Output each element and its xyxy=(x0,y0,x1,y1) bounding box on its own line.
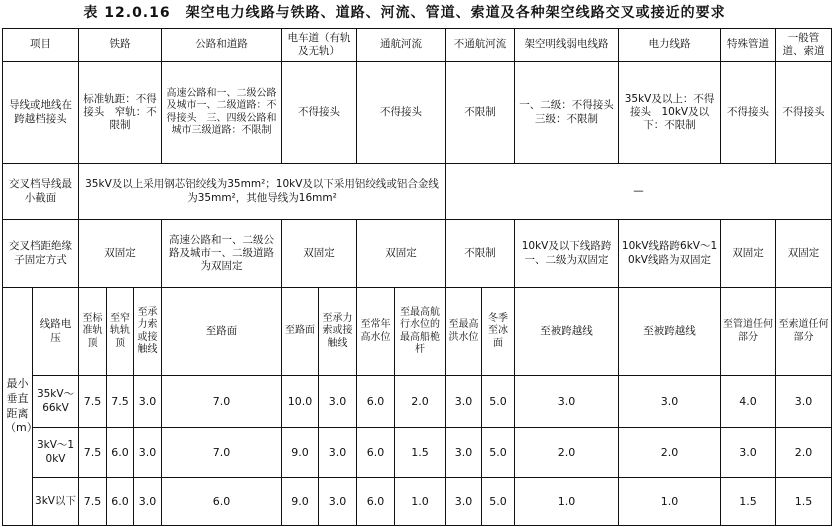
section-label: 交叉档导线最小截面 xyxy=(3,164,79,220)
clearance-col-flood: 至最高洪水位 xyxy=(446,288,482,376)
table-row xyxy=(3,376,832,428)
clearance-col-road: 至路面 xyxy=(162,288,282,376)
clearance-col-nav-water: 至常年高水位 xyxy=(357,288,395,376)
clearance-col-tram-wire: 至承力索或接触线 xyxy=(319,288,357,376)
value-cell: 2.0 xyxy=(776,428,832,478)
value-cell: 1.5 xyxy=(395,428,446,478)
value-cell: 3.0 xyxy=(721,428,776,478)
value-cell: 6.0 xyxy=(357,478,395,526)
header-power-line: 电力线路 xyxy=(619,29,721,62)
joint-navigable: 不得接头 xyxy=(357,62,446,164)
header-navigable-river: 通航河流 xyxy=(357,29,446,62)
insulator-general-pipe: 双固定 xyxy=(776,220,832,288)
voltage-cell: 3kV～10kV xyxy=(33,428,79,478)
header-weak-current-line: 架空明线弱电线路 xyxy=(515,29,619,62)
value-cell: 5.0 xyxy=(482,428,515,478)
section-other: — xyxy=(446,164,832,220)
insulator-special-pipe: 双固定 xyxy=(721,220,776,288)
value-cell: 1.0 xyxy=(395,478,446,526)
value-cell: 2.0 xyxy=(619,428,721,478)
value-cell: 7.0 xyxy=(162,428,282,478)
joint-general-pipe: 不得接头 xyxy=(776,62,832,164)
value-cell: 10.0 xyxy=(282,376,319,428)
insulator-label: 交叉档距绝缘子固定方式 xyxy=(3,220,79,288)
requirements-table xyxy=(2,28,832,526)
value-cell: 3.0 xyxy=(776,376,832,428)
header-item: 项目 xyxy=(3,29,79,62)
value-cell: 6.0 xyxy=(357,428,395,478)
clearance-col-nav-mast: 至最高航行水位的最高船桅杆 xyxy=(395,288,446,376)
insulator-row xyxy=(3,220,832,288)
header-special-pipe: 特殊管道 xyxy=(721,29,776,62)
clearance-col-special: 至管道任何部分 xyxy=(721,288,776,376)
header-railway: 铁路 xyxy=(79,29,162,62)
value-cell: 3.0 xyxy=(446,428,482,478)
joint-special-pipe: 不得接头 xyxy=(721,62,776,164)
joint-weak-line: 一、二级：不得接头 三级：不限制 xyxy=(515,62,619,164)
value-cell: 5.0 xyxy=(482,376,515,428)
insulator-railway: 双固定 xyxy=(79,220,162,288)
insulator-power-line: 10kV线路跨6kV～10kV线路为双固定 xyxy=(619,220,721,288)
value-cell: 9.0 xyxy=(282,478,319,526)
requirements-table-container xyxy=(2,28,829,525)
clearance-col-general: 至索道任何部分 xyxy=(776,288,832,376)
value-cell: 9.0 xyxy=(282,428,319,478)
value-cell: 3.0 xyxy=(134,428,162,478)
joint-row xyxy=(3,62,832,164)
header-row xyxy=(3,29,832,62)
header-tram: 电车道（有轨及无轨） xyxy=(282,29,357,62)
value-cell: 7.5 xyxy=(79,478,107,526)
value-cell: 3.0 xyxy=(319,478,357,526)
joint-tram: 不得接头 xyxy=(282,62,357,164)
table-row xyxy=(3,478,832,526)
joint-railway: 标准轨距：不得接头 窄轨：不限制 xyxy=(79,62,162,164)
clearance-header-row xyxy=(3,288,832,376)
header-general-pipe: 一般管道、索道 xyxy=(776,29,832,62)
clearance-col-tram-road: 至路面 xyxy=(282,288,319,376)
joint-highway: 高速公路和一、二级公路及城市一、二级道路：不得接头 三、四级公路和城市三级道路：不限制 xyxy=(162,62,282,164)
clearance-label: 最小垂直距离（m） xyxy=(3,288,33,526)
value-cell: 3.0 xyxy=(446,478,482,526)
insulator-weak-line: 10kV及以下线路跨一、二级为双固定 xyxy=(515,220,619,288)
insulator-highway: 高速公路和一、二级公路及城市一、二级道路为双固定 xyxy=(162,220,282,288)
table-title: 表 12.0.16 架空电力线路与铁路、道路、河流、管道、索道及各种架空线路交叉或接近的要求 xyxy=(83,5,726,21)
voltage-cell: 3kV以下 xyxy=(33,478,79,526)
value-cell: 6.0 xyxy=(107,478,134,526)
value-cell: 6.0 xyxy=(357,376,395,428)
value-cell: 1.0 xyxy=(515,478,619,526)
value-cell: 2.0 xyxy=(515,428,619,478)
value-cell: 1.0 xyxy=(619,478,721,526)
value-cell: 6.0 xyxy=(162,478,282,526)
table-row xyxy=(3,428,832,478)
value-cell: 1.5 xyxy=(721,478,776,526)
value-cell: 7.0 xyxy=(162,376,282,428)
voltage-cell: 35kV～66kV xyxy=(33,376,79,428)
value-cell: 3.0 xyxy=(619,376,721,428)
joint-power-line: 35kV及以上：不得接头 10kV及以下：不限制 xyxy=(619,62,721,164)
value-cell: 3.0 xyxy=(134,478,162,526)
section-text: 35kV及以上采用钢芯铝绞线为35mm²；10kV及以下采用铝绞线或铝合金线为35mm²，其他导线为16mm² xyxy=(79,164,446,220)
value-cell: 3.0 xyxy=(319,428,357,478)
clearance-col-weak: 至被跨越线 xyxy=(515,288,619,376)
clearance-col-ice: 冬季至冰面 xyxy=(482,288,515,376)
value-cell: 3.0 xyxy=(134,376,162,428)
joint-non-navigable: 不限制 xyxy=(446,62,515,164)
insulator-non-navigable: 不限制 xyxy=(446,220,515,288)
value-cell: 7.5 xyxy=(79,376,107,428)
header-non-navigable-river: 不通航河流 xyxy=(446,29,515,62)
section-row xyxy=(3,164,832,220)
clearance-col-rail-wire: 至承力索或接触线 xyxy=(134,288,162,376)
value-cell: 1.5 xyxy=(776,478,832,526)
value-cell: 4.0 xyxy=(721,376,776,428)
clearance-col-rail-narrow: 至窄轨轨顶 xyxy=(107,288,134,376)
clearance-col-rail-std: 至标准轨顶 xyxy=(79,288,107,376)
insulator-navigable: 双固定 xyxy=(357,220,446,288)
value-cell: 7.5 xyxy=(79,428,107,478)
clearance-voltage-header: 线路电压 xyxy=(33,288,79,376)
header-highway: 公路和道路 xyxy=(162,29,282,62)
value-cell: 3.0 xyxy=(446,376,482,428)
joint-label: 导线或地线在跨越档接头 xyxy=(3,62,79,164)
value-cell: 7.5 xyxy=(107,376,134,428)
value-cell: 6.0 xyxy=(107,428,134,478)
clearance-col-power: 至被跨越线 xyxy=(619,288,721,376)
value-cell: 5.0 xyxy=(482,478,515,526)
value-cell: 3.0 xyxy=(515,376,619,428)
value-cell: 2.0 xyxy=(395,376,446,428)
insulator-tram: 双固定 xyxy=(282,220,357,288)
value-cell: 3.0 xyxy=(319,376,357,428)
